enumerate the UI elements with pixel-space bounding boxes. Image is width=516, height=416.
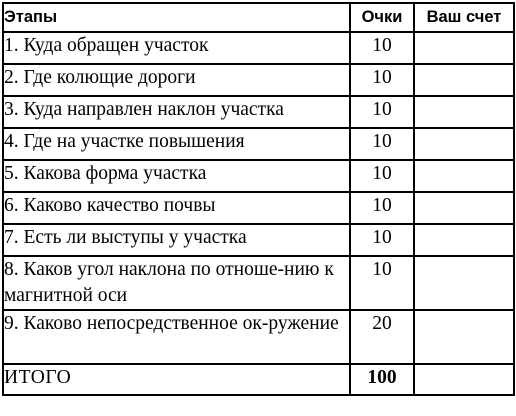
your-score-cell[interactable] [414, 128, 514, 160]
stage-cell: 7. Есть ли выступы у участка [3, 224, 350, 256]
points-cell: 10 [350, 64, 414, 96]
your-score-cell[interactable] [414, 64, 514, 96]
stage-cell: 1. Куда обращен участок [3, 32, 350, 64]
points-cell: 10 [350, 160, 414, 192]
your-score-cell[interactable] [414, 310, 514, 364]
points-cell: 10 [350, 192, 414, 224]
total-row [3, 364, 514, 395]
your-score-cell[interactable] [414, 192, 514, 224]
table-row [3, 310, 514, 364]
stage-cell: 2. Где колющие дороги [3, 64, 350, 96]
points-cell: 10 [350, 128, 414, 160]
table-row [3, 64, 514, 96]
stage-cell: 5. Какова форма участка [3, 160, 350, 192]
scoring-table [2, 2, 515, 396]
total-points: 100 [350, 364, 414, 395]
your-score-cell[interactable] [414, 160, 514, 192]
points-cell: 10 [350, 256, 414, 310]
total-label: ИТОГО [3, 364, 350, 395]
your-score-cell[interactable] [414, 96, 514, 128]
table-row [3, 192, 514, 224]
table-row [3, 128, 514, 160]
table-row [3, 224, 514, 256]
stage-cell: 6. Каково качество почвы [3, 192, 350, 224]
header-points: Очки [350, 3, 414, 32]
stage-cell: 3. Куда направлен наклон участка [3, 96, 350, 128]
your-score-cell[interactable] [414, 32, 514, 64]
header-stage: Этапы [3, 3, 350, 32]
table-row [3, 160, 514, 192]
stage-cell: 4. Где на участке повышения [3, 128, 350, 160]
stage-cell: 9. Каково непосредственное ок-ружение [3, 310, 350, 364]
points-cell: 20 [350, 310, 414, 364]
your-score-cell[interactable] [414, 224, 514, 256]
points-cell: 10 [350, 32, 414, 64]
points-cell: 10 [350, 96, 414, 128]
points-cell: 10 [350, 224, 414, 256]
your-score-cell[interactable] [414, 256, 514, 310]
table-row [3, 96, 514, 128]
table-row [3, 32, 514, 64]
header-row [3, 3, 514, 32]
header-your-score: Ваш счет [414, 3, 514, 32]
stage-cell: 8. Каков угол наклона по отноше-нию к магнитной оси [3, 256, 350, 310]
table-row [3, 256, 514, 310]
total-your-score-cell[interactable] [414, 364, 514, 395]
